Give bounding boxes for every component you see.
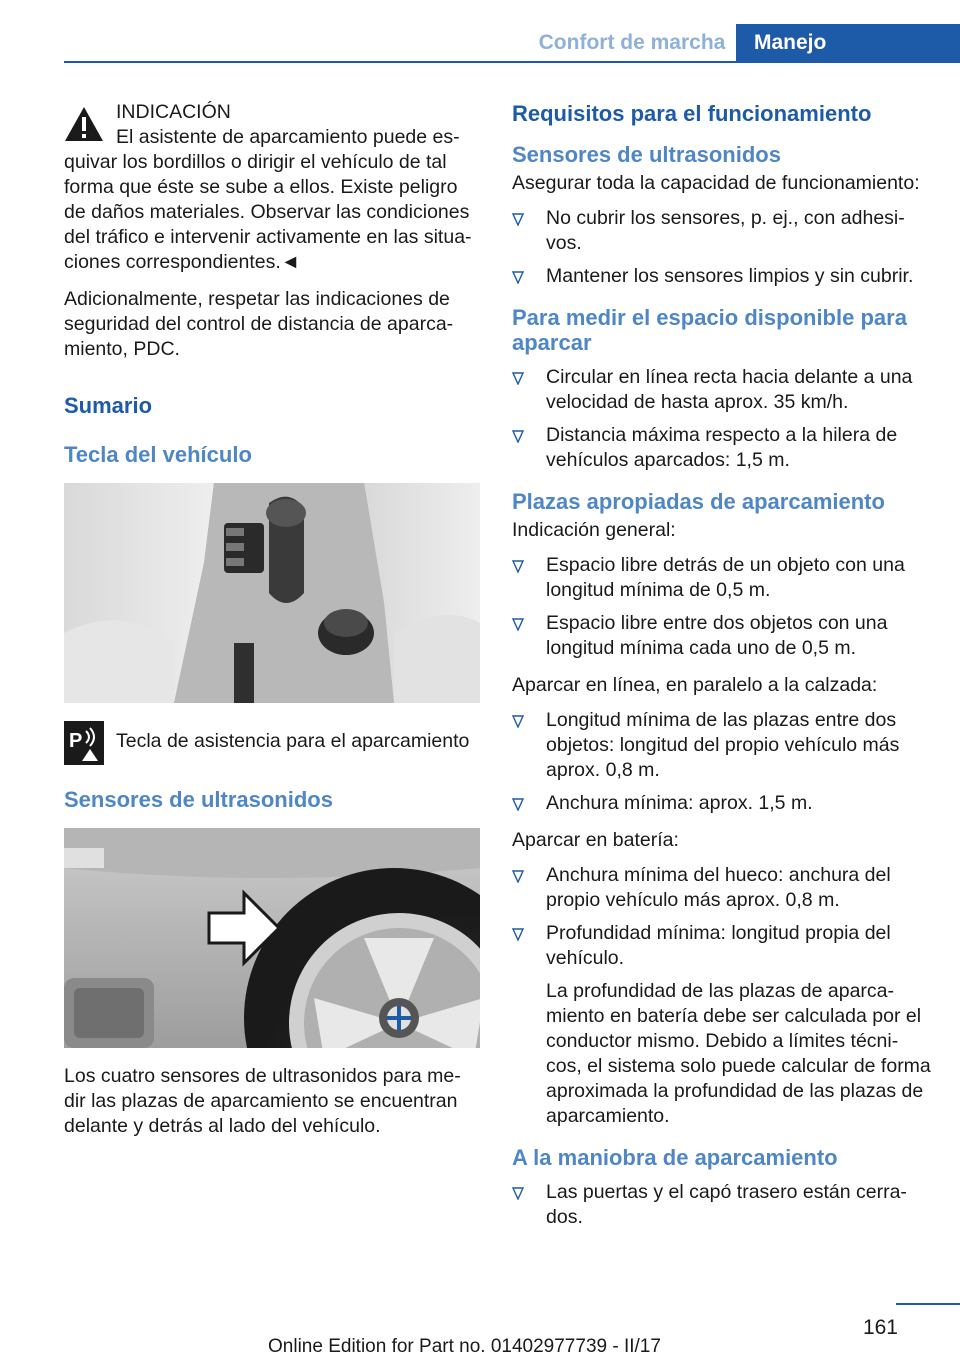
heading-summary: Sumario [64,393,153,418]
sensors-intro: Asegurar toda la capacidad de funcionamiento: [512,172,920,194]
heading-spaces: Plazas apropiadas de aparcamiento [512,489,885,514]
tab-confort-de-marcha[interactable]: Confort de marcha [538,31,726,54]
left-column [64,100,480,1151]
heading-maneuver: A la maniobra de aparcamiento [512,1145,838,1170]
list-item: Anchura mínima del hueco: anchura del propio vehículo más aprox. 0,8 m. [512,863,932,913]
list-item: Las puertas y el capó trasero están cerra-dos. [512,1180,932,1230]
tab-manejo[interactable]: Manejo [736,24,960,62]
warning-text: quivar los bordillos o dirigir el vehículo de tal forma que éste se sube a ellos. Existe peligro de daños materiales. Observar las condiciones del tráfico e intervenir activamente en las situa-ciones correspondientes.◄ [64,151,472,273]
bullet-triangle-icon [512,798,524,811]
parallel-list [512,708,932,816]
sensor-location-photo [64,828,480,1048]
button-caption-row [64,721,480,765]
spaces-general-list [512,553,932,661]
battery-note: La profundidad de las plazas de aparca-miento en batería debe ser calculada por el conductor mismo. Debido a límites técni-cos, el sistema solo puede calcular de forma aproximada la profundidad de las plazas de aparcamiento. [546,980,931,1127]
bullet-triangle-icon [512,271,524,284]
bullet-triangle-icon [512,560,524,573]
sensors-caption: Los cuatro sensores de ultrasonidos para me-dir las plazas de aparcamiento se encuentran delante y detrás al lado del vehículo. [64,1065,461,1137]
list-item: Circular en línea recta hacia delante a una velocidad de hasta aprox. 35 km/h. [512,365,932,415]
maneuver-list [512,1180,932,1230]
sensors-list [512,206,932,289]
bullet-triangle-icon [512,870,524,883]
page-number: 161 [862,1316,898,1339]
list-item: Profundidad mínima: longitud propia del vehículo. La profundidad de las plazas de aparca-miento en batería debe ser calculada por el conductor mismo. Debido a límites técni-cos, el sistema solo puede calcular de forma aproximada la profundidad de las plazas de aparcamiento. [512,921,932,1129]
bullet-triangle-icon [512,430,524,443]
heading-sensors-right: Sensores de ultrasonidos [512,142,781,167]
battery-label: Aparcar en batería: [512,829,679,851]
list-item: Longitud mínima de las plazas entre dos objetos: longitud del propio vehículo más aprox. 0,8 m. [512,708,932,783]
bullet-triangle-icon [512,715,524,728]
warning-triangle-icon [64,106,104,142]
list-item: No cubrir los sensores, p. ej., con adhesi-vos. [512,206,932,256]
parallel-label: Aparcar en línea, en paralelo a la calzada: [512,674,878,696]
heading-vehicle-button: Tecla del vehículo [64,442,252,467]
button-caption: Tecla de asistencia para el aparcamiento [116,730,470,752]
measure-list [512,365,932,473]
bullet-triangle-icon [512,928,524,941]
list-item: Mantener los sensores limpios y sin cubrir. [512,264,932,289]
svg-text:P: P [69,730,83,752]
list-item: Espacio libre detrás de un objeto con una longitud mínima de 0,5 m. [512,553,932,603]
bullet-triangle-icon [512,213,524,226]
list-item: Distancia máxima respecto a la hilera de vehículos aparcados: 1,5 m. [512,423,932,473]
center-console-photo [64,483,480,703]
list-item: Anchura mínima: aprox. 1,5 m. [512,791,932,816]
heading-measure: Para medir el espacio disponible para aparcar [512,305,907,355]
edition-line: Online Edition for Part no. 01402977739 - II/17 [268,1336,661,1357]
warning-first-line: El asistente de aparcamiento puede es- [116,126,460,148]
heading-sensors: Sensores de ultrasonidos [64,787,333,812]
parking-assist-icon [64,721,104,765]
warning-block [64,100,480,275]
header-rule [64,61,960,63]
battery-list [512,863,932,1129]
warning-title: INDICACIÓN [116,101,231,123]
right-column [512,100,932,1242]
heading-requirements: Requisitos para el funcionamiento [512,101,872,126]
additional-paragraph: Adicionalmente, respetar las indicaciones de seguridad del control de distancia de aparca-miento, PDC. [64,288,454,360]
list-item: Espacio libre entre dos objetos con una longitud mínima cada uno de 0,5 m. [512,611,932,661]
footer-rule [896,1303,960,1305]
bullet-triangle-icon [512,618,524,631]
spaces-general-label: Indicación general: [512,519,676,541]
bullet-triangle-icon [512,372,524,385]
bullet-triangle-icon [512,1187,524,1200]
